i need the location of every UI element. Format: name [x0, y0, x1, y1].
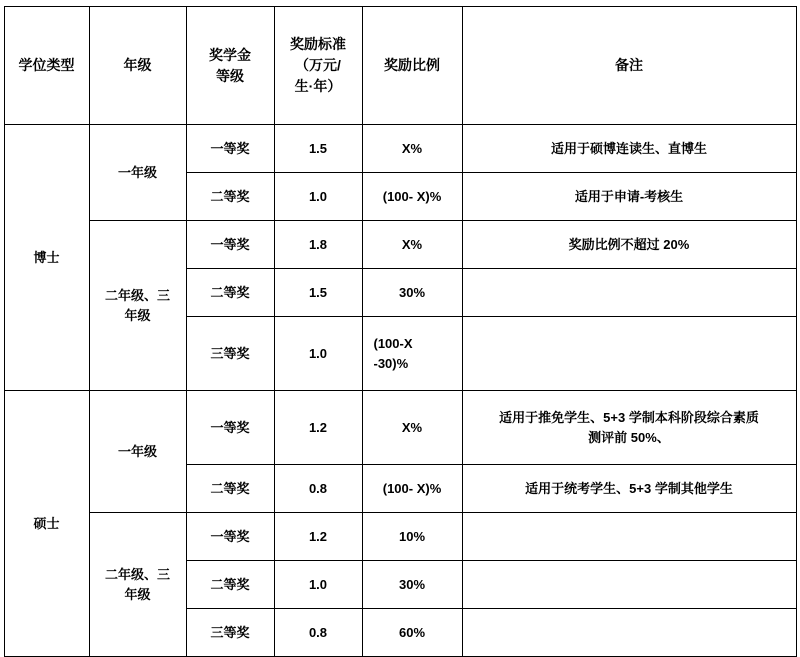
cell-ratio: X% [362, 221, 462, 269]
cell-level: 二等奖 [186, 173, 274, 221]
cell-remark-line1: 适用于推免学生、5+3 学制本科阶段综合素质 [499, 410, 759, 425]
cell-remark-line2: 测评前 50%、 [588, 429, 670, 445]
cell-ratio: X% [362, 391, 462, 465]
table-body [4, 125, 796, 657]
cell-ratio: 60% [362, 609, 462, 657]
cell-degree-doctor: 博士 [4, 125, 89, 391]
cell-remark: 适用于申请-考核生 [462, 173, 796, 221]
cell-remark [462, 269, 796, 317]
cell-grade-master-year1: 一年级 [89, 391, 186, 513]
cell-remark [462, 317, 796, 391]
cell-remark [462, 391, 796, 465]
cell-ratio: X% [362, 125, 462, 173]
cell-ratio [362, 317, 462, 391]
cell-remark [462, 609, 796, 657]
table-header [4, 7, 796, 125]
cell-grade-master-year23 [89, 513, 186, 657]
cell-level: 二等奖 [186, 561, 274, 609]
header-scholarship-level-line2: 等级 [216, 67, 244, 84]
cell-ratio: 30% [362, 269, 462, 317]
cell-level: 一等奖 [186, 221, 274, 269]
cell-level: 一等奖 [186, 125, 274, 173]
table-row [4, 513, 796, 561]
header-scholarship-level [186, 7, 274, 125]
header-grade: 年级 [89, 7, 186, 125]
header-award-ratio: 奖励比例 [362, 7, 462, 125]
cell-level: 三等奖 [186, 317, 274, 391]
cell-ratio: (100- X)% [362, 465, 462, 513]
cell-amount: 1.0 [274, 561, 362, 609]
cell-level: 三等奖 [186, 609, 274, 657]
cell-level: 二等奖 [186, 465, 274, 513]
cell-remark: 适用于统考学生、5+3 学制其他学生 [462, 465, 796, 513]
table-header-row [4, 7, 796, 125]
cell-amount: 1.8 [274, 221, 362, 269]
cell-remark [462, 513, 796, 561]
cell-grade-line2: 年级 [124, 586, 151, 602]
cell-remark: 奖励比例不超过 20% [462, 221, 796, 269]
table-row [4, 391, 796, 465]
cell-remark: 适用于硕博连读生、直博生 [462, 125, 796, 173]
cell-ratio: 30% [362, 561, 462, 609]
scholarship-table [4, 6, 797, 657]
cell-ratio-line2: -30)% [373, 355, 409, 371]
header-remark: 备注 [462, 7, 796, 125]
cell-remark [462, 561, 796, 609]
cell-grade-doctor-year23 [89, 221, 186, 391]
cell-grade-line1: 二年级、三 [104, 567, 170, 582]
cell-grade-doctor-year1: 一年级 [89, 125, 186, 221]
table-row [4, 125, 796, 173]
cell-amount: 1.2 [274, 513, 362, 561]
cell-level: 一等奖 [186, 391, 274, 465]
cell-amount: 1.5 [274, 125, 362, 173]
cell-amount: 0.8 [274, 609, 362, 657]
cell-grade-line1: 二年级、三 [104, 288, 170, 303]
header-award-amount-line3: 生·年） [294, 78, 342, 94]
cell-grade-line2: 年级 [124, 307, 151, 323]
header-award-amount [274, 7, 362, 125]
cell-level: 二等奖 [186, 269, 274, 317]
cell-ratio-line1: (100-X [373, 336, 413, 351]
cell-level: 一等奖 [186, 513, 274, 561]
header-award-amount-line1: 奖励标准 [290, 36, 346, 52]
cell-amount: 1.0 [274, 173, 362, 221]
cell-amount: 1.0 [274, 317, 362, 391]
header-award-amount-line2: （万元/ [295, 57, 341, 73]
cell-ratio-lines [366, 334, 459, 373]
cell-amount: 1.2 [274, 391, 362, 465]
cell-ratio: (100- X)% [362, 173, 462, 221]
cell-ratio: 10% [362, 513, 462, 561]
header-scholarship-level-line1: 奖学金 [209, 46, 251, 63]
cell-degree-master: 硕士 [4, 391, 89, 657]
cell-amount: 0.8 [274, 465, 362, 513]
cell-amount: 1.5 [274, 269, 362, 317]
header-degree-type: 学位类型 [4, 7, 89, 125]
table-row [4, 221, 796, 269]
